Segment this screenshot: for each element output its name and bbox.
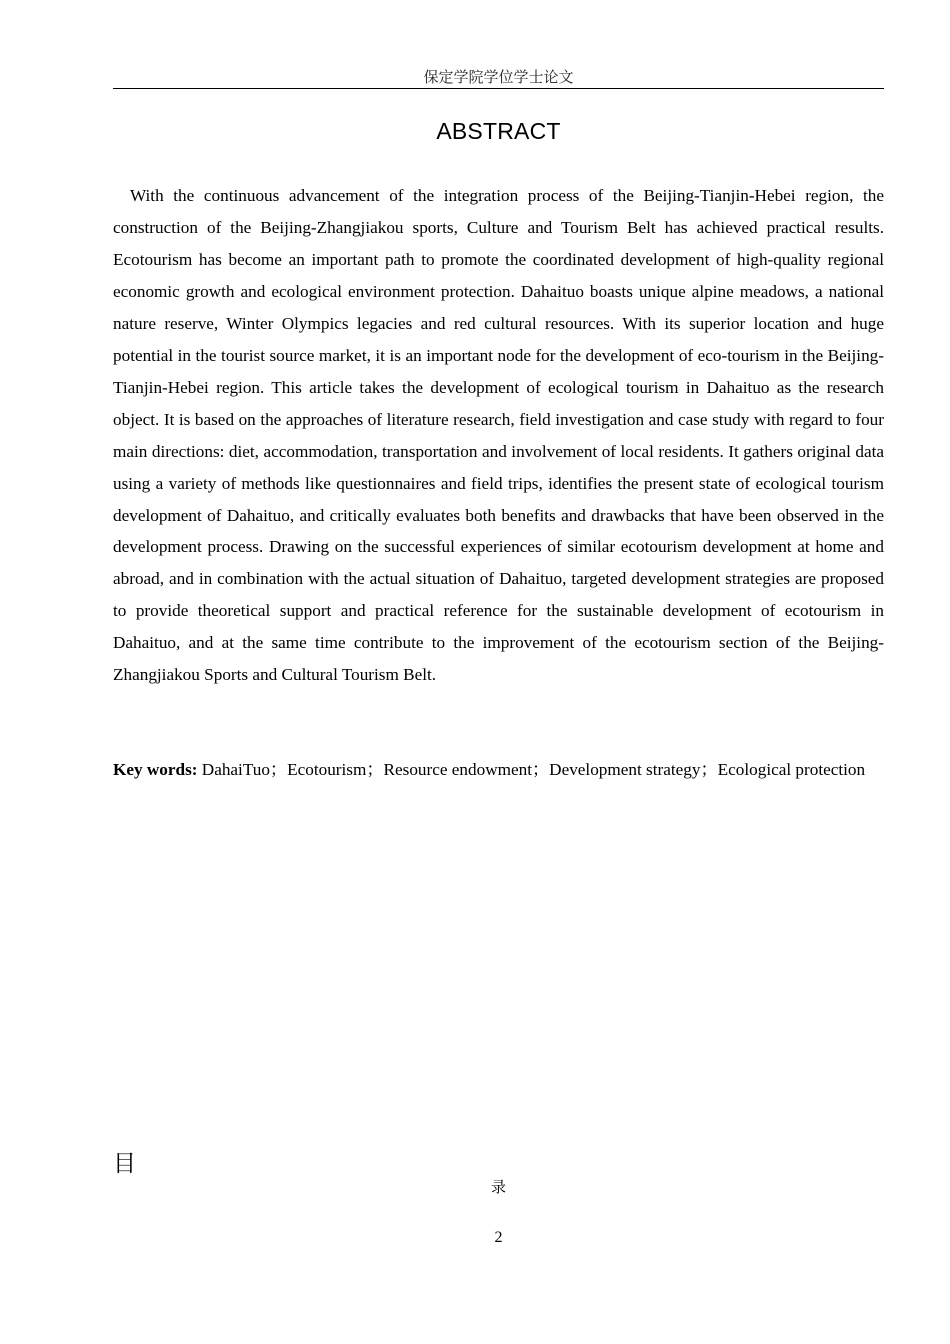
page-number: 2 [494,1229,503,1246]
keywords-label: Key words: [113,760,198,779]
keywords-text: DahaiTuo；Ecotourism；Resource endowment；Development strategy；Ecological protection [197,760,866,779]
toc-heading-first-char: 目 [113,1151,136,1177]
page-header [113,66,884,89]
toc-heading-second-char: 录 [490,1178,506,1196]
abstract-title: ABSTRACT [436,118,561,144]
keywords-paragraph [113,754,884,786]
abstract-body: With the continuous advancement of the integration process of the Beijing-Tianjin-Hebei region, the construction of the Beijing-Zhangjiakou sports, Culture and Tourism Belt has achieved practical results. Ecotourism has become an important path to promote the coordinated development of high-quality regional economic growth and ecological environment protection. Dahaituo boasts unique alpine meadows, a national nature reserve, Winter Olympics legacies and red cultural resources. With its superior location and huge potential in the tourist source market, it is an important node for the development of eco-tourism in the Beijing-Tianjin-Hebei region. This article takes the development of ecological tourism in Dahaituo as the research object. It is based on the approaches of literature research, field investigation and case study with regard to four main directions: diet, accommodation, transportation and involvement of local residents. It gathers original data using a variety of methods like questionnaires and field trips, identifies the present state of ecological tourism development of Dahaituo, and critically evaluates both benefits and drawbacks that have been observed in the development process. Drawing on the successful experiences of similar ecotourism development at home and abroad, and in combination with the actual situation of Dahaituo, targeted development strategies are proposed to provide theoretical support and practical reference for the sustainable development of ecotourism in Dahaituo, and at the same time contribute to the improvement of the ecotourism section of the Beijing-Zhangjiakou Sports and Cultural Tourism Belt. [113,186,884,685]
header-text: 保定学院学位学士论文 [423,68,574,86]
